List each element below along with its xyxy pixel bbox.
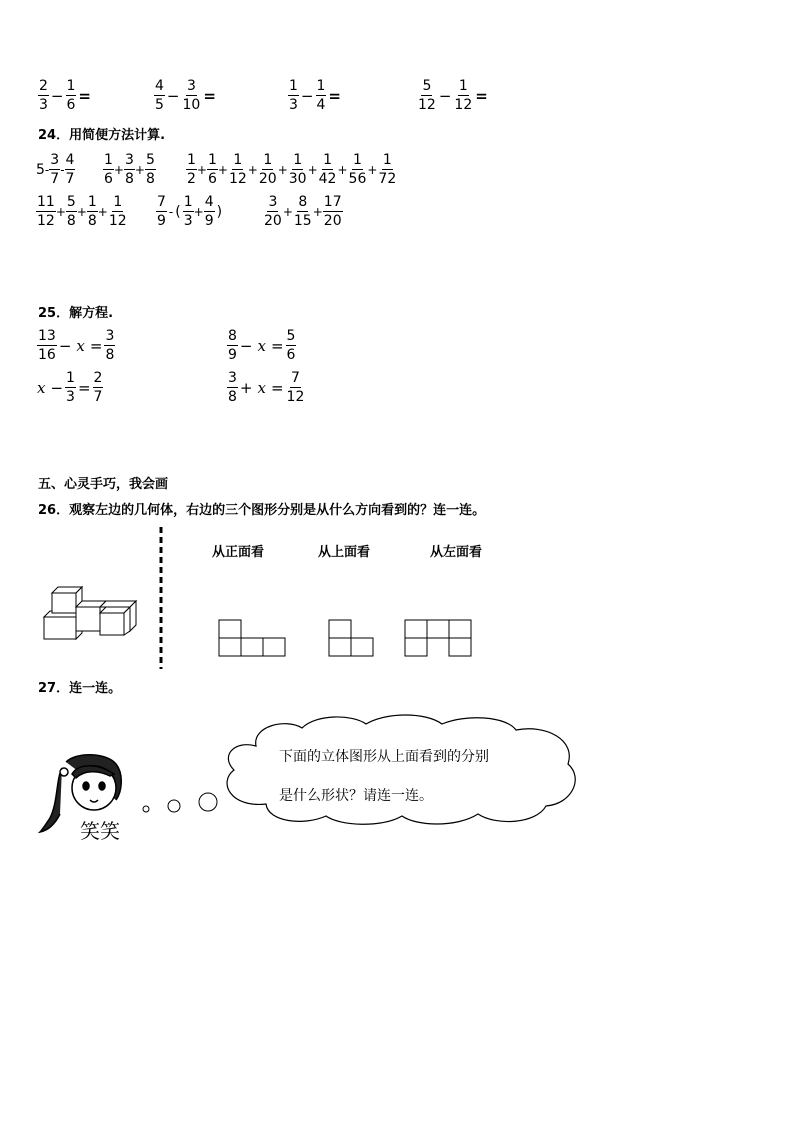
q24-expr-6: $\frac{3}{20}$ + $\frac{8}{15}$ + $\frac{17}{20}$	[264, 194, 342, 229]
question-25-title: 25．解方程.	[38, 306, 114, 321]
expr-4-5-minus-3-10: $\frac{4}{5}$ − $\frac{3}{10}$ =	[155, 78, 216, 113]
expr-1-3-minus-1-4: $\frac{1}{3}$ − $\frac{1}{4}$ =	[289, 78, 341, 113]
q24-expr-2: $\frac{1}{6}$ + $\frac{3}{8}$ + $\frac{5}{8}$	[104, 152, 155, 187]
question-27-title: 27．连一连。	[38, 681, 122, 696]
q25-equation-4: $\frac{3}{8}$ + x = $\frac{7}{12}$	[228, 370, 305, 405]
view-shape-2[interactable]	[328, 619, 376, 658]
character-name: 笑笑	[80, 819, 120, 843]
fraction: $\frac{2}{3}$	[39, 78, 48, 113]
question-26-title: 26．观察左边的几何体，右边的三个图形分别是从什么方向看到的？连一连。	[38, 503, 486, 518]
bubble-text-line-1: 下面的立体图形从上面看到的分别	[279, 749, 489, 765]
view-shape-1[interactable]	[218, 619, 288, 658]
q24-expr-3: $\frac{1}{2}$ + $\frac{1}{6}$ + $\frac{1}{12}$ + $\frac{1}{20}$ + $\frac{1}{30}$ + $\frac{1}{42}$ + $\frac{1}{56}$ + $\frac{1}{72}$	[187, 152, 397, 187]
fraction: $\frac{1}{6}$	[66, 78, 76, 113]
q25-equation-2: $\frac{8}{9}$ − x = $\frac{5}{6}$	[228, 328, 296, 363]
q24-expr-5: $\frac{7}{9}$ - ( $\frac{1}{3}$ + $\frac{4}{9}$ )	[157, 194, 223, 229]
dashed-divider	[158, 527, 164, 669]
label-top-view: 从上面看	[318, 545, 371, 560]
q24-expr-4: $\frac{11}{12}$ + $\frac{5}{8}$ + $\frac{1}{8}$ + $\frac{1}{12}$	[37, 194, 127, 229]
question-24-title: 24．用简便方法计算.	[38, 128, 166, 143]
speech-cloud	[216, 712, 584, 828]
expr-2-3-minus-1-6: $\frac{2}{3}$ − $\frac{1}{6}$ =	[39, 78, 91, 113]
label-left-view: 从左面看	[430, 545, 483, 560]
q25-equation-3: x − $\frac{1}{3}$ = $\frac{2}{7}$	[37, 370, 103, 405]
expr-5-12-minus-1-12: $\frac{5}{12}$ − $\frac{1}{12}$ =	[418, 78, 488, 113]
view-shape-3[interactable]	[404, 619, 474, 658]
label-front-view: 从正面看	[212, 545, 265, 560]
q24-expr-1: 5 - $\frac{3}{7}$ - $\frac{4}{7}$	[36, 152, 75, 187]
q25-equation-1: $\frac{13}{16}$ − x = $\frac{3}{8}$	[38, 328, 115, 363]
bubble-text-line-2: 是什么形状？请连一连。	[279, 788, 433, 804]
section-5-title: 五、心灵手巧，我会画	[38, 477, 169, 492]
thought-dots	[140, 790, 220, 816]
cube-solid-figure	[40, 585, 142, 645]
